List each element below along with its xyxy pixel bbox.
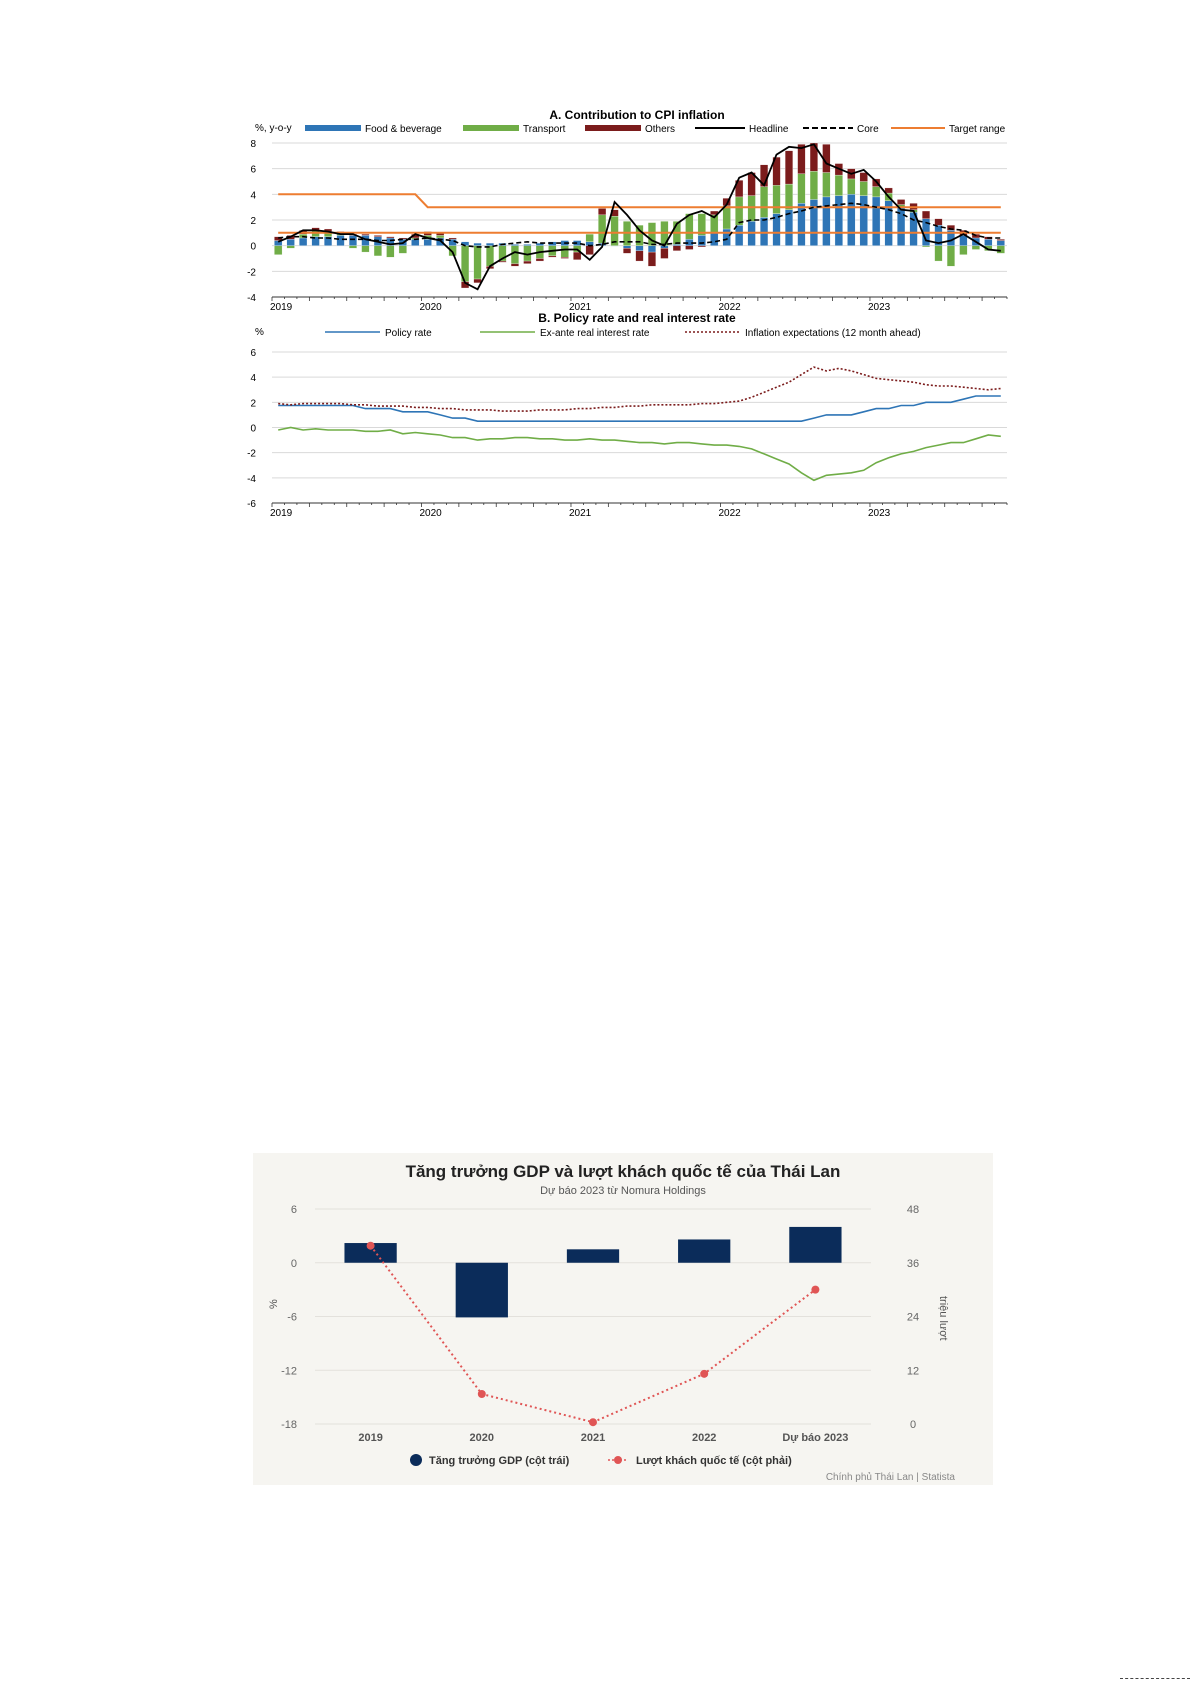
y-tick-label: 0 (250, 423, 256, 435)
chart-title: A. Contribution to CPI inflation (549, 108, 725, 122)
bar-transport (872, 187, 880, 197)
x-tick-label: 2019 (358, 1432, 383, 1444)
bar-food (984, 239, 992, 245)
bar-transport (773, 185, 781, 213)
y-tick-label-right: 36 (906, 1257, 920, 1270)
y-tick-label: 2 (250, 216, 256, 227)
x-tick-label: 2020 (419, 508, 442, 519)
cpi-inflation-chart (247, 105, 1020, 313)
bar-transport (274, 246, 282, 255)
y-tick-label: -4 (247, 473, 256, 485)
bar-food (710, 233, 718, 246)
bar-transport (748, 196, 756, 222)
legend-label-gdp: Tăng trưởng GDP (cột trái) (429, 1455, 570, 1467)
bar-transport (823, 173, 831, 197)
bar-transport (723, 206, 731, 229)
visitors-point (811, 1286, 819, 1294)
y-axis-label-left: % (268, 1299, 280, 1309)
bar-food (823, 197, 831, 246)
bar-transport (486, 246, 494, 267)
bar-transport (399, 246, 407, 254)
bar-others (386, 237, 394, 238)
bar-transport (785, 184, 793, 210)
bar-others (511, 264, 519, 267)
bar-others (897, 199, 905, 204)
y-tick-label-left: -18 (281, 1419, 297, 1431)
legend-label-transport: Transport (523, 124, 566, 135)
bar-others (548, 256, 556, 257)
footer-rule (1120, 1678, 1190, 1682)
bar-transport (561, 246, 569, 258)
visitors-point (478, 1390, 486, 1398)
bar-food (511, 244, 519, 245)
bar-food (349, 235, 357, 245)
x-tick-label: 2022 (718, 302, 741, 313)
gdp-bar (567, 1249, 619, 1262)
bar-transport (960, 246, 968, 255)
y-tick-label-right: 48 (906, 1204, 920, 1216)
x-tick-label: 2023 (867, 508, 891, 519)
bar-food (486, 243, 494, 246)
legend-label-expect: Inflation expectations (12 month ahead) (745, 328, 921, 339)
legend (305, 124, 1006, 135)
bar-food (735, 225, 743, 246)
y-axis-label-right: triệu lượt (937, 1296, 949, 1341)
gdp-bar (456, 1263, 508, 1318)
bar-food (337, 235, 345, 245)
bar-food (411, 239, 419, 245)
y-tick-label: 2 (250, 398, 256, 410)
bar-food (960, 235, 968, 245)
policy-rate-chart (247, 310, 1020, 519)
x-tick-label: 2021 (568, 508, 592, 519)
bar-food (872, 197, 880, 246)
y-tick-label-right: 24 (906, 1311, 920, 1324)
bar-others (474, 279, 482, 283)
bar-transport (511, 246, 519, 264)
bar-transport (586, 234, 594, 242)
gdp-bar (678, 1239, 730, 1262)
bar-others (935, 219, 943, 225)
y-tick-label-left: -12 (281, 1365, 297, 1378)
legend-swatch-transport (463, 125, 519, 131)
bar-others (536, 259, 544, 262)
y-tick-label-right: 12 (906, 1365, 920, 1378)
bar-transport (386, 246, 394, 258)
bar-food (860, 196, 868, 246)
bar-transport (362, 246, 370, 252)
y-axis-unit: % (255, 327, 264, 338)
legend-marker-gdp (410, 1454, 422, 1466)
bar-transport (349, 246, 357, 249)
bar-food (524, 244, 532, 245)
bar-transport (972, 246, 980, 250)
bar-others (860, 173, 868, 182)
y-tick-label: 6 (250, 164, 256, 176)
y-tick-label: 6 (250, 348, 256, 359)
bar-food (299, 238, 307, 246)
bar-others (685, 246, 693, 250)
legend (325, 328, 921, 339)
y-tick-label: 8 (250, 139, 256, 150)
chart-title: Tăng trưởng GDP và lượt khách quốc tế của Thái Lan (405, 1162, 841, 1181)
y-tick-label: 0 (250, 241, 256, 253)
bar-others (598, 208, 606, 214)
gdp-bar (789, 1227, 841, 1263)
legend-label-headline: Headline (749, 124, 789, 135)
x-tick-label: Dự báo 2023 (782, 1432, 849, 1444)
bar-transport (760, 187, 768, 218)
bar-transport (474, 246, 482, 279)
bar-others (449, 238, 457, 239)
bar-food (835, 196, 843, 246)
plot-area (247, 139, 1007, 313)
bar-others (573, 252, 581, 260)
bar-others (374, 235, 382, 236)
bar-others (586, 246, 594, 255)
bar-food (648, 246, 656, 252)
bar-transport (798, 174, 806, 204)
bar-others (661, 248, 669, 258)
y-tick-label-left: -6 (287, 1311, 297, 1324)
bar-transport (922, 246, 930, 247)
bar-transport (847, 179, 855, 194)
x-tick-label: 2020 (419, 302, 442, 313)
y-tick-label: 4 (250, 190, 256, 202)
bar-food (760, 217, 768, 245)
bar-others (785, 151, 793, 184)
bar-transport (860, 182, 868, 196)
y-tick-label: -2 (247, 448, 256, 460)
bar-food (673, 244, 681, 245)
legend-label-others: Others (645, 124, 676, 135)
x-tick-label: 2021 (568, 302, 592, 313)
y-axis-unit: %, y-o-y (255, 123, 292, 134)
y-tick-label-left: 0 (290, 1257, 297, 1270)
chart-subtitle: Dự báo 2023 từ Nomura Holdings (540, 1185, 706, 1197)
visitors-point (589, 1418, 597, 1426)
bar-transport (835, 175, 843, 196)
x-tick-label: 2019 (270, 508, 293, 519)
plot-area (247, 348, 1007, 519)
bar-food (623, 246, 631, 249)
bar-others (673, 246, 681, 251)
bar-transport (374, 246, 382, 256)
x-tick-label: 2023 (867, 302, 891, 313)
legend-label-food: Food & beverage (365, 124, 442, 135)
bar-transport (735, 197, 743, 225)
y-tick-label: -4 (247, 293, 256, 304)
bar-food (474, 243, 482, 246)
y-tick-label: 4 (250, 373, 256, 385)
bar-others (698, 246, 706, 247)
x-tick-label: 2021 (580, 1432, 606, 1444)
x-tick-label: 2022 (691, 1432, 717, 1444)
bar-others (499, 261, 507, 262)
legend-marker-visitors (614, 1456, 622, 1464)
bar-others (648, 252, 656, 266)
legend-label-real: Ex-ante real interest rate (540, 328, 650, 339)
chart-title: B. Policy rate and real interest rate (538, 311, 736, 325)
legend-label-core: Core (857, 124, 879, 135)
inflation-expectations-line (278, 367, 1001, 411)
legend-label-visitors: Lượt khách quốc tế (cột phải) (636, 1455, 792, 1467)
legend-label-policy: Policy rate (385, 328, 432, 339)
x-tick-label: 2020 (469, 1432, 495, 1444)
bar-transport (935, 246, 943, 261)
y-tick-label: -2 (247, 267, 256, 279)
bar-food (997, 241, 1005, 246)
bar-transport (287, 246, 295, 249)
source-credit: Chính phủ Thái Lan | Statista (825, 1472, 955, 1483)
x-tick-label: 2022 (718, 508, 741, 519)
legend-swatch-food (305, 125, 361, 131)
visitors-point (367, 1242, 375, 1250)
bar-food (287, 239, 295, 245)
x-tick-label: 2019 (270, 302, 293, 313)
bar-others (623, 248, 631, 253)
bar-food (424, 239, 432, 245)
bar-food (723, 229, 731, 246)
y-tick-label-right: 0 (909, 1419, 917, 1431)
y-tick-label: -6 (247, 499, 256, 510)
bar-transport (436, 235, 444, 238)
legend-swatch-others (585, 125, 641, 131)
bar-others (524, 261, 532, 264)
gdp-tourism-chart (253, 1153, 993, 1485)
bar-transport (997, 246, 1005, 254)
real-rate-line (278, 428, 1001, 481)
bar-others (636, 251, 644, 261)
policy-rate-line (278, 396, 1001, 421)
bar-others (997, 239, 1005, 240)
bar-others (922, 211, 930, 219)
visitors-point (700, 1370, 708, 1378)
legend-label-target: Target range (949, 124, 1006, 135)
bar-others (561, 257, 569, 258)
bar-food (698, 235, 706, 245)
bar-food (636, 246, 644, 251)
y-tick-label-left: 6 (290, 1204, 297, 1216)
bar-others (362, 234, 370, 235)
bar-transport (810, 171, 818, 199)
bar-food (847, 194, 855, 245)
bar-transport (947, 246, 955, 267)
